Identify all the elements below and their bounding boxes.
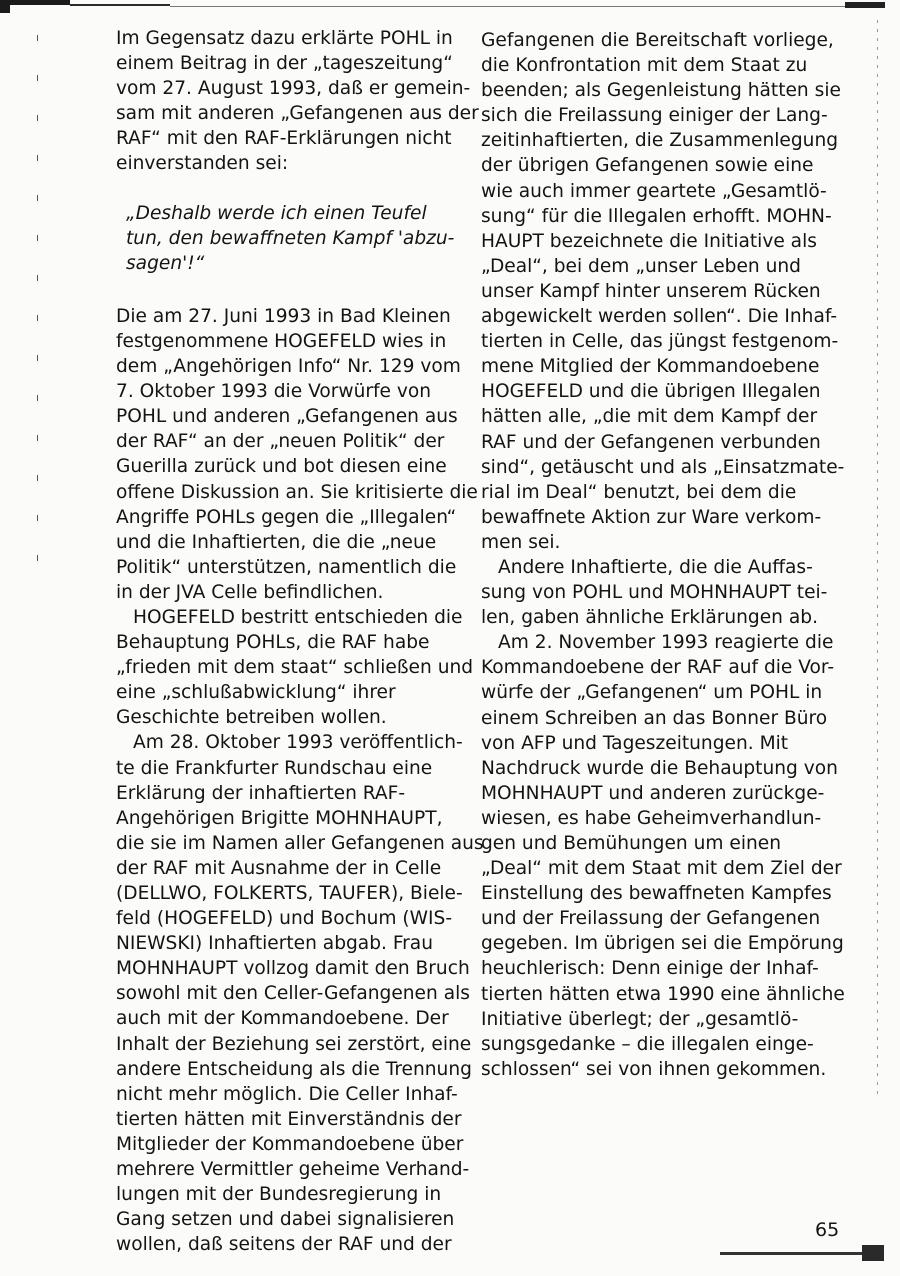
text-line: „frieden mit dem staat“ schließen und: [116, 657, 474, 679]
paragraph: [116, 304, 478, 605]
text-line: lungen mit der Bundesregierung in: [116, 1184, 442, 1206]
text-line: tierten in Celle, das jüngst festgenom-: [481, 331, 839, 353]
text-line: auch mit der Kommandoebene. Der: [116, 1008, 449, 1030]
text-line: gen und Bemühungen um einen: [481, 833, 782, 854]
text-line: wie auch immer geartete „Gesamtlö-: [481, 180, 827, 202]
text-line: HOGEFELD und die übrigen Illegalen: [481, 381, 821, 403]
text-line: NIEWSKI) Inhaftierten abgab. Frau: [116, 933, 433, 955]
text-line: beenden; als Gegenleistung hätten sie: [481, 80, 841, 102]
text-line: 7. Oktober 1993 die Vorwürfe von: [116, 381, 432, 403]
text-line: men sei.: [481, 531, 561, 553]
text-line: Die am 27. Juni 1993 in Bad Kleinen: [116, 305, 451, 327]
text-line: Angehörigen Brigitte MOHNHAUPT,: [116, 807, 443, 829]
paragraph: [481, 555, 857, 630]
text-line: hätten alle, „die mit dem Kampf der: [481, 406, 818, 428]
text-line: „Deal“, bei dem „unser Leben und: [481, 255, 801, 277]
text-line: Initiative überlegt; der „gesamtlö-: [481, 1008, 799, 1030]
text-line: tierten hätten etwa 1990 eine ähnliche: [481, 983, 845, 1005]
text-line: Gang setzen und dabei signalisieren: [116, 1209, 455, 1231]
text-line: sungsgedanke – die illegalen einge-: [481, 1033, 814, 1055]
text-line: heuchlerisch: Denn einige der Inhaf-: [481, 958, 819, 980]
scan-edge-top-line: [70, 4, 170, 6]
text-line: sung“ für die Illegalen erhofft. MOHN-: [481, 205, 832, 227]
text-line: Erklärung der inhaftierten RAF-: [116, 782, 406, 804]
text-line: Im Gegensatz dazu erklärte POHL in: [116, 28, 453, 49]
scan-edge-bottom-right: [862, 1245, 884, 1261]
text-line: Guerilla zurück und bot diesen eine: [116, 456, 447, 478]
text-line: zeitinhaftierten, die Zusammenlegung: [481, 130, 839, 152]
scan-edge-left: [37, 35, 38, 575]
text-line: wiesen, es habe Geheimverhandlun-: [481, 807, 822, 829]
text-line: einem Schreiben an das Bonner Büro: [481, 707, 828, 729]
text-line: sich die Freilassung einiger der Lang-: [481, 105, 828, 127]
text-line: sung von POHL und MOHNHAUPT tei-: [481, 582, 828, 604]
text-line: offene Diskussion an. Sie kritisierte die: [116, 481, 478, 503]
paragraph: [116, 605, 478, 730]
text-line: eine „schlußabwicklung“ ihrer: [116, 682, 396, 704]
text-line: HAUPT bezeichnete die Initiative als: [481, 230, 817, 252]
quote-line: tun, den bewaffneten Kampf 'abzu-: [126, 227, 455, 249]
text-line: bewaffnete Aktion zur Ware verkom-: [481, 506, 822, 528]
text-line: abgewickelt werden sollen“. Die Inhaf-: [481, 306, 838, 328]
text-line: te die Frankfurter Rundschau eine: [116, 757, 433, 779]
text-line: die Konfrontation mit dem Staat zu: [481, 55, 808, 77]
text-line: Politik“ unterstützen, namentlich die: [116, 556, 457, 578]
quote-line: sagen'!“: [126, 252, 205, 274]
text-line: sam mit anderen „Gefangenen aus der: [116, 103, 479, 125]
page-number: 65: [815, 1219, 840, 1241]
text-line: Am 28. Oktober 1993 veröffentlich-: [133, 732, 463, 754]
text-line: festgenommene HOGEFELD wies in: [116, 330, 447, 352]
text-line: Mitglieder der Kommandoebene über: [116, 1133, 464, 1155]
text-line: schlossen“ sei von ihnen gekommen.: [481, 1058, 827, 1080]
text-line: andere Entscheidung als die Trennung: [116, 1058, 472, 1080]
text-line: mene Mitglied der Kommandoebene: [481, 356, 820, 378]
text-line: RAF“ mit den RAF-Erklärungen nicht: [116, 128, 452, 150]
text-line: einem Beitrag in der „tageszeitung“: [116, 53, 453, 75]
scan-edge-bottom-line: [720, 1252, 870, 1255]
text-line: (DELLWO, FOLKERTS, TAUFER), Biele-: [116, 883, 463, 904]
scan-edge-top-right: [845, 2, 885, 8]
text-line: feld (HOGEFELD) und Bochum (WIS-: [116, 908, 453, 930]
text-line: MOHNHAUPT vollzog damit den Bruch: [116, 958, 470, 980]
text-line: RAF und der Gefangenen verbunden: [481, 431, 821, 453]
text-line: einverstanden sei:: [116, 153, 289, 175]
text-line: der übrigen Gefangenen sowie eine: [481, 155, 814, 177]
text-line: dem „Angehörigen Info“ Nr. 129 vom: [116, 356, 461, 378]
text-line: nicht mehr möglich. Die Celler Inhaf-: [116, 1083, 458, 1105]
text-line: Am 2. November 1993 reagierte die: [498, 632, 834, 654]
text-line: und der Freilassung der Gefangenen: [481, 908, 821, 930]
text-line: HOGEFELD bestritt entschieden die: [133, 606, 463, 628]
right-column: [481, 28, 857, 1082]
text-line: tierten hätten mit Einverständnis der: [116, 1108, 462, 1130]
text-line: rial im Deal“ benutzt, bei dem die: [481, 481, 797, 503]
text-line: sowohl mit den Celler-Gefangenen als: [116, 983, 470, 1005]
text-line: Nachdruck wurde die Behauptung von: [481, 757, 838, 779]
text-line: Angriffe POHLs gegen die „Illegalen“: [116, 506, 457, 528]
paragraph: [116, 26, 478, 177]
scan-edge-top-left: [0, 0, 70, 13]
text-line: die sie im Namen aller Gefangenen aus: [116, 832, 484, 854]
text-line: Andere Inhaftierte, die die Auffas-: [498, 556, 813, 578]
text-line: unser Kampf hinter unserem Rücken: [481, 280, 821, 302]
text-line: würfe der „Gefangenen“ um POHL in: [481, 682, 823, 704]
text-line: in der JVA Celle befindlichen.: [116, 581, 384, 603]
text-line: wollen, daß seitens der RAF und der: [116, 1234, 452, 1256]
text-line: der RAF mit Ausnahme der in Celle: [116, 857, 442, 879]
text-line: sind“, getäuscht und als „Einsatzmate-: [481, 456, 845, 478]
text-line: vom 27. August 1993, daß er gemein-: [116, 78, 471, 100]
text-line: der RAF“ an der „neuen Politik“ der: [116, 431, 445, 453]
text-line: Gefangenen die Bereitschaft vorliege,: [481, 30, 834, 51]
text-line: Inhalt der Beziehung sei zerstört, eine: [116, 1033, 472, 1055]
text-line: MOHNHAUPT und anderen zurückge-: [481, 782, 825, 804]
scan-edge-right: [877, 20, 878, 1100]
text-line: von AFP und Tageszeitungen. Mit: [481, 732, 789, 754]
text-line: Einstellung des bewaffneten Kampfes: [481, 883, 832, 905]
text-line: Geschichte betreiben wollen.: [116, 707, 387, 729]
text-line: POHL und anderen „Gefangenen aus: [116, 406, 458, 428]
paragraph: [481, 630, 857, 1082]
scan-edge-top-line: [170, 6, 860, 7]
left-column: [116, 26, 484, 1257]
text-line: Behauptung POHLs, die RAF habe: [116, 632, 430, 654]
paragraph: [116, 730, 484, 1257]
paragraph: [481, 28, 857, 555]
text-line: und die Inhaftierten, die die „neue: [116, 531, 437, 553]
quote-line: „Deshalb werde ich einen Teufel: [126, 202, 427, 224]
text-line: len, gaben ähnliche Erklärungen ab.: [481, 607, 818, 629]
block-quote: [116, 201, 478, 276]
text-line: „Deal“ mit dem Staat mit dem Ziel der: [481, 858, 842, 880]
text-line: Kommandoebene der RAF auf die Vor-: [481, 657, 835, 679]
text-line: mehrere Vermittler geheime Verhand-: [116, 1159, 470, 1181]
text-line: gegeben. Im übrigen sei die Empörung: [481, 933, 844, 955]
